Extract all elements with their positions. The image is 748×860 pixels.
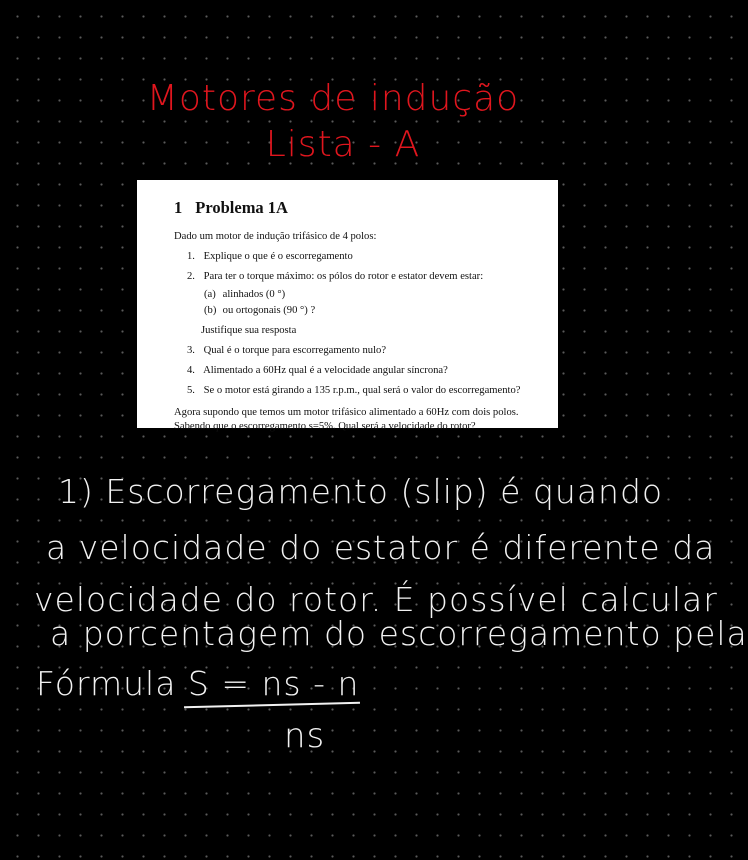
question-text: Alimentado a 60Hz qual é a velocidade angular síncrona? <box>203 365 448 376</box>
question-text: Se o motor está girando a 135 r.p.m., qual será o valor do escorregamento? <box>203 385 521 396</box>
question-text: Explique o que é o escorregamento <box>203 251 353 262</box>
question-item <box>187 344 538 358</box>
question-number: 3. <box>187 345 195 356</box>
question-item <box>187 364 538 378</box>
sub-item <box>204 304 538 318</box>
answer-line: 1) Escorregamento (slip) é quando <box>58 472 664 511</box>
question-text: Qual é o torque para escorregamento nulo? <box>203 345 387 356</box>
final-paragraph: Agora supondo que temos um motor trifásico alimentado a 60Hz com dois polos. Sabendo que o escorregamento s=5%. Qual será a velocidade do rotor? <box>174 407 519 432</box>
problem-number: 1 <box>174 198 183 217</box>
handwritten-subtitle: Lista - A <box>265 124 421 165</box>
formula-line: Fórmula S = ns - n <box>36 664 360 703</box>
handwritten-title: Motores de indução <box>146 78 520 119</box>
sub-item-label: (a) <box>204 289 216 300</box>
question-item <box>187 250 538 264</box>
question-number: 1. <box>187 251 195 262</box>
sub-item-text: ou ortogonais (90 °) ? <box>222 305 316 316</box>
question-text: Para ter o torque máximo: os pólos do rotor e estator devem estar: <box>203 271 484 282</box>
sub-item-text: alinhados (0 °) <box>222 289 286 300</box>
question-number: 5. <box>187 385 195 396</box>
problem-title: Problema 1A <box>195 198 288 217</box>
answer-line: a velocidade do estator é diferente da <box>46 528 716 567</box>
sub-item <box>204 288 538 302</box>
problem-sheet <box>137 180 558 432</box>
formula-denominator: ns <box>284 716 326 756</box>
question-item <box>187 270 538 284</box>
justify-note: Justifique sua resposta <box>201 325 297 336</box>
problem-heading <box>174 198 538 218</box>
sub-item-label: (b) <box>204 305 217 316</box>
question-item <box>187 384 538 398</box>
answer-line: a porcentagem do escorregamento pela <box>50 614 748 653</box>
question-number: 4. <box>187 365 195 376</box>
question-number: 2. <box>187 271 195 282</box>
problem-intro: Dado um motor de indução trifásico de 4 polos: <box>174 231 377 242</box>
answer-line: velocidade do rotor. É possível calcular <box>34 580 718 619</box>
